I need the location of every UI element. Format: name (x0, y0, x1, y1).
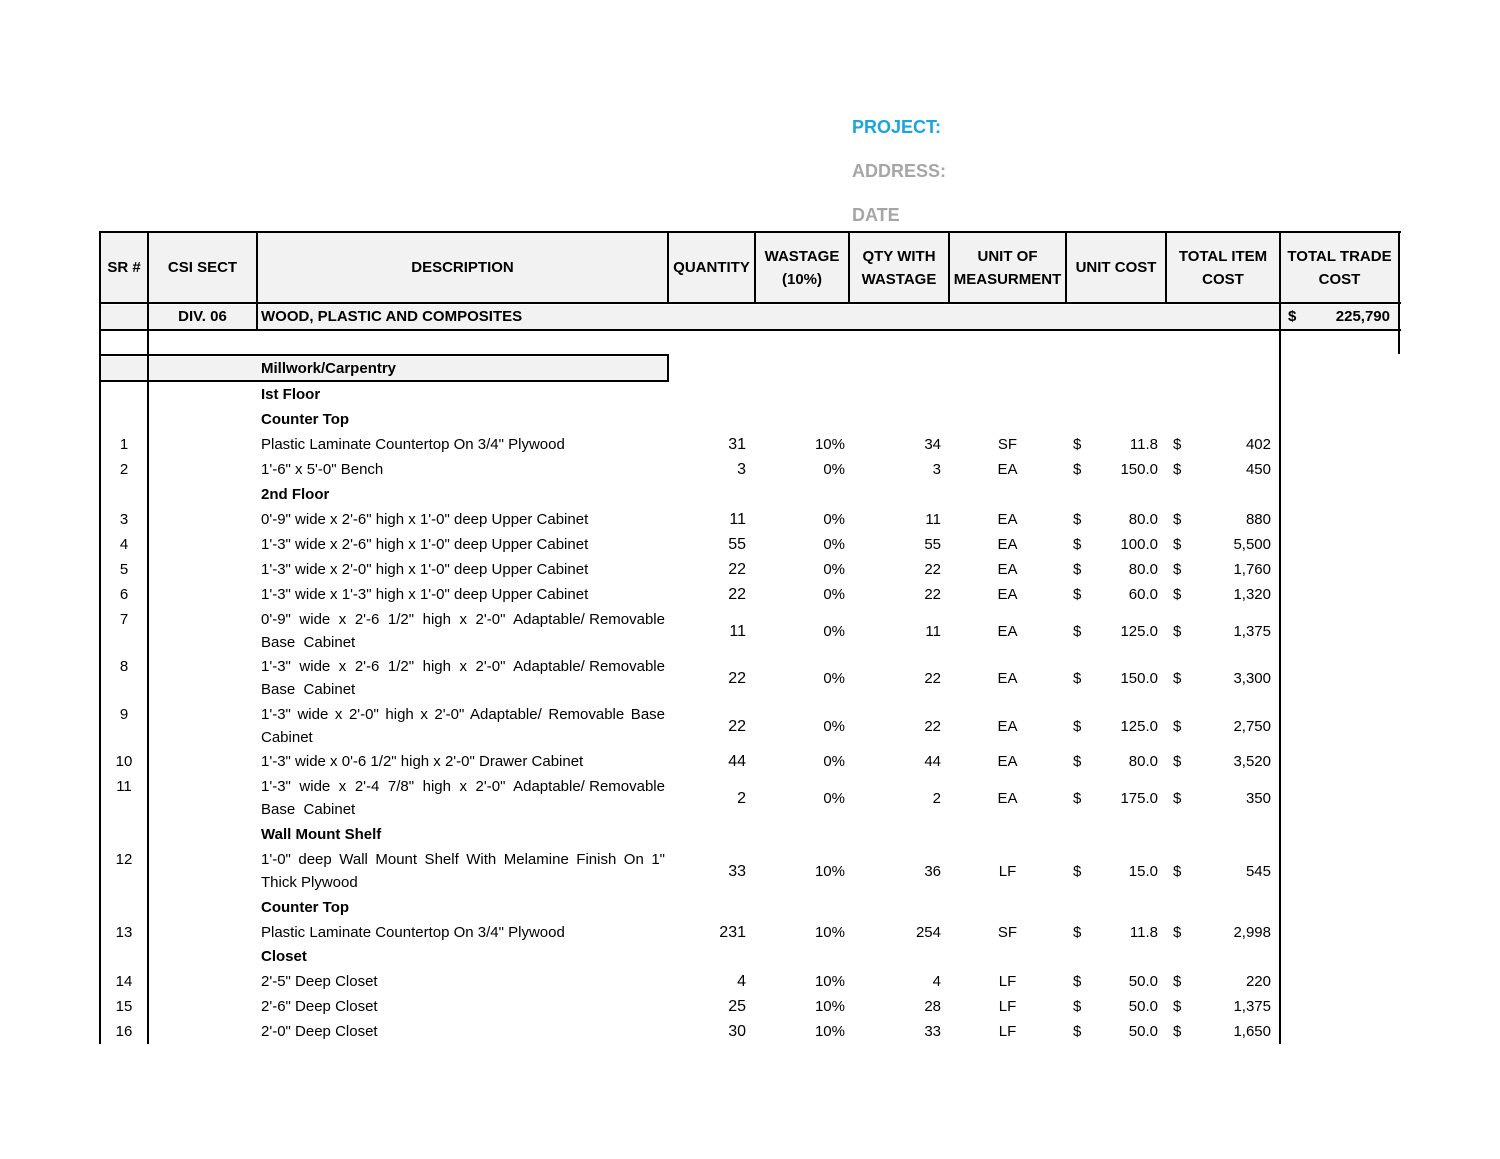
sr-number: 10 (115, 753, 133, 770)
unit-cost-currency: $ (1073, 924, 1082, 941)
wastage: 0% (823, 536, 845, 553)
unit-of-measurement: LF (998, 863, 1017, 880)
item-description: 0'-9" wide x 2'-6" high x 1'-0" deep Upper Cabinet (261, 511, 589, 528)
col-header-total-item-cost: TOTAL ITEM COST (1178, 247, 1268, 288)
subheading-closet: Closet (261, 948, 307, 965)
subheading-first-floor: Ist Floor (261, 386, 321, 403)
wastage: 0% (823, 790, 845, 807)
quantity: 22 (728, 718, 746, 735)
qty-with-wastage: 2 (932, 790, 941, 807)
sr-number: 13 (115, 924, 133, 941)
total-item-cost: 1,320 (1233, 586, 1271, 603)
total-item-cost: 350 (1245, 790, 1271, 807)
wastage: 10% (814, 1023, 845, 1040)
qty-with-wastage: 33 (924, 1023, 941, 1040)
quantity: 3 (737, 461, 746, 478)
total-item-cost: 5,500 (1233, 536, 1271, 553)
wastage: 0% (823, 561, 845, 578)
unit-of-measurement: EA (997, 790, 1018, 807)
qty-with-wastage: 4 (932, 973, 941, 990)
item-description: Plastic Laminate Countertop On 3/4" Plywood (261, 924, 565, 941)
qty-with-wastage: 11 (925, 511, 941, 528)
sr-number: 5 (119, 561, 129, 578)
unit-cost: 50.0 (1128, 973, 1158, 990)
unit-cost-currency: $ (1073, 670, 1082, 687)
item-description: 1'-6" x 5'-0" Bench (261, 461, 384, 478)
unit-cost: 11.8 (1129, 924, 1158, 941)
unit-cost-currency: $ (1073, 536, 1082, 553)
unit-cost-currency: $ (1073, 863, 1082, 880)
qty-with-wastage: 254 (915, 924, 941, 941)
total-item-cost: 220 (1245, 973, 1271, 990)
quantity: 31 (728, 436, 746, 453)
date-label: DATE (852, 205, 900, 225)
section-title: Millwork/Carpentry (261, 360, 397, 377)
col-header-sr: SR # (107, 259, 141, 276)
unit-cost-currency: $ (1073, 718, 1082, 735)
total-item-cost: 3,300 (1233, 670, 1271, 687)
total-cost-currency: $ (1173, 718, 1182, 735)
total-cost-currency: $ (1173, 561, 1182, 578)
unit-of-measurement: EA (997, 670, 1018, 687)
qty-with-wastage: 34 (924, 436, 941, 453)
quantity: 22 (728, 586, 746, 603)
wastage: 0% (823, 623, 845, 640)
unit-cost: 80.0 (1128, 511, 1158, 528)
quantity: 11 (729, 623, 746, 640)
unit-cost: 50.0 (1128, 998, 1158, 1015)
col-header-csi: CSI SECT (167, 259, 238, 276)
qty-with-wastage: 44 (924, 753, 941, 770)
subheading-wall-mount-shelf: Wall Mount Shelf (261, 826, 382, 843)
total-item-cost: 3,520 (1233, 753, 1271, 770)
col-header-unit-of-measurement: UNIT OF MEASURMENT (953, 247, 1062, 288)
total-cost-currency: $ (1173, 461, 1182, 478)
quantity: 11 (729, 511, 746, 528)
qty-with-wastage: 3 (932, 461, 941, 478)
item-description: 2'-0" Deep Closet (261, 1023, 378, 1040)
wastage: 0% (823, 753, 845, 770)
unit-cost: 80.0 (1128, 753, 1158, 770)
item-description: 2'-5" Deep Closet (261, 973, 378, 990)
total-cost-currency: $ (1173, 973, 1182, 990)
wastage: 0% (823, 670, 845, 687)
qty-with-wastage: 11 (925, 623, 941, 640)
total-cost-currency: $ (1173, 586, 1182, 603)
total-cost-currency: $ (1173, 924, 1182, 941)
unit-cost-currency: $ (1073, 586, 1082, 603)
wastage: 0% (823, 718, 845, 735)
total-item-cost: 1,375 (1233, 623, 1271, 640)
division-name: WOOD, PLASTIC AND COMPOSITES (261, 308, 523, 325)
quantity: 2 (737, 790, 746, 807)
quantity: 22 (728, 670, 746, 687)
unit-cost-currency: $ (1073, 998, 1082, 1015)
unit-cost: 125.0 (1120, 718, 1158, 735)
unit-cost: 150.0 (1120, 461, 1158, 478)
unit-of-measurement: LF (998, 998, 1017, 1015)
unit-of-measurement: SF (997, 924, 1018, 941)
unit-cost: 125.0 (1120, 623, 1158, 640)
unit-cost: 175.0 (1120, 790, 1158, 807)
division-currency: $ (1288, 308, 1297, 325)
col-border (667, 354, 669, 382)
unit-cost-currency: $ (1073, 790, 1082, 807)
total-item-cost: 1,375 (1233, 998, 1271, 1015)
sr-number: 8 (119, 658, 129, 675)
total-cost-currency: $ (1173, 511, 1182, 528)
quantity: 55 (728, 536, 746, 553)
quantity: 4 (737, 973, 746, 990)
col-header-quantity: QUANTITY (673, 259, 750, 276)
unit-of-measurement: LF (998, 973, 1017, 990)
total-cost-currency: $ (1173, 623, 1182, 640)
unit-of-measurement: EA (997, 536, 1018, 553)
sr-number: 7 (119, 611, 129, 628)
quantity: 44 (728, 753, 746, 770)
unit-cost-currency: $ (1073, 561, 1082, 578)
unit-of-measurement: LF (998, 1023, 1017, 1040)
col-border (1398, 330, 1400, 354)
unit-cost: 60.0 (1128, 586, 1158, 603)
item-description: 1'-3" wide x 0'-6 1/2" high x 2'-0" Drawer Cabinet (261, 753, 584, 770)
item-description: 1'-3" wide x 2'-6 1/2" high x 2'-0" Adaptable/ Removable Base Cabinet (261, 658, 670, 698)
unit-of-measurement: EA (997, 461, 1018, 478)
item-description: 1'-3" wide x 2'-4 7/8" high x 2'-0" Adaptable/ Removable Base Cabinet (261, 778, 670, 818)
project-label: PROJECT: (852, 117, 942, 137)
quantity: 30 (728, 1023, 746, 1040)
wastage: 10% (814, 973, 845, 990)
col-border (147, 330, 149, 1044)
total-cost-currency: $ (1173, 998, 1182, 1015)
wastage: 0% (823, 586, 845, 603)
total-item-cost: 2,750 (1233, 718, 1271, 735)
unit-of-measurement: EA (997, 623, 1018, 640)
wastage: 10% (814, 436, 845, 453)
col-header-unit-cost: UNIT COST (1075, 259, 1157, 276)
unit-cost: 15.0 (1128, 863, 1158, 880)
wastage: 10% (814, 863, 845, 880)
unit-cost: 11.8 (1129, 436, 1158, 453)
item-description: 1'-3" wide x 1'-3" high x 1'-0" deep Upper Cabinet (261, 586, 589, 603)
unit-of-measurement: EA (997, 753, 1018, 770)
unit-of-measurement: EA (997, 561, 1018, 578)
sr-number: 3 (119, 511, 129, 528)
total-item-cost: 1,760 (1233, 561, 1271, 578)
sr-number: 11 (116, 778, 132, 795)
unit-cost: 80.0 (1128, 561, 1158, 578)
item-description: Plastic Laminate Countertop On 3/4" Plywood (261, 436, 565, 453)
total-cost-currency: $ (1173, 863, 1182, 880)
col-header-total-trade-cost: TOTAL TRADE COST (1287, 247, 1392, 288)
unit-cost: 50.0 (1128, 1023, 1158, 1040)
sr-number: 2 (119, 461, 129, 478)
qty-with-wastage: 22 (924, 718, 941, 735)
col-header-description: DESCRIPTION (411, 259, 514, 276)
wastage: 0% (823, 511, 845, 528)
total-item-cost: 1,650 (1233, 1023, 1271, 1040)
quantity: 22 (728, 561, 746, 578)
unit-cost-currency: $ (1073, 436, 1082, 453)
item-description: 1'-3" wide x 2'-6" high x 1'-0" deep Upper Cabinet (261, 536, 589, 553)
total-item-cost: 450 (1245, 461, 1271, 478)
sr-number: 4 (119, 536, 129, 553)
unit-of-measurement: EA (997, 718, 1018, 735)
unit-of-measurement: SF (997, 436, 1018, 453)
col-header-wastage: WASTAGE (10%) (764, 247, 840, 288)
wastage: 10% (814, 924, 845, 941)
total-cost-currency: $ (1173, 1023, 1182, 1040)
subheading-second-floor: 2nd Floor (261, 486, 330, 503)
col-border (99, 330, 101, 382)
total-item-cost: 880 (1245, 511, 1271, 528)
division-bottom-border (99, 329, 1401, 331)
wastage: 0% (823, 461, 845, 478)
qty-with-wastage: 22 (924, 586, 941, 603)
total-item-cost: 402 (1245, 436, 1271, 453)
quantity: 33 (728, 863, 746, 880)
sr-number: 9 (119, 706, 129, 723)
sr-number: 16 (115, 1023, 133, 1040)
col-header-qty-with-wastage: QTY WITH WASTAGE (861, 247, 937, 288)
division-total: 225,790 (1335, 308, 1390, 325)
sr-number: 14 (115, 973, 133, 990)
division-code: DIV. 06 (178, 308, 227, 325)
sr-number: 1 (119, 436, 129, 453)
unit-of-measurement: EA (997, 586, 1018, 603)
qty-with-wastage: 36 (924, 863, 941, 880)
total-cost-currency: $ (1173, 753, 1182, 770)
col-border (1398, 231, 1400, 330)
total-item-cost: 545 (1245, 863, 1271, 880)
qty-with-wastage: 22 (924, 670, 941, 687)
total-item-cost: 2,998 (1233, 924, 1271, 941)
subheading-counter-top: Counter Top (261, 899, 350, 916)
total-cost-currency: $ (1173, 536, 1182, 553)
sr-number: 15 (115, 998, 133, 1015)
sr-number: 12 (115, 851, 133, 868)
unit-cost-currency: $ (1073, 973, 1082, 990)
unit-cost-currency: $ (1073, 461, 1082, 478)
total-cost-currency: $ (1173, 670, 1182, 687)
total-cost-currency: $ (1173, 436, 1182, 453)
col-border (1279, 231, 1281, 1044)
unit-cost: 150.0 (1120, 670, 1158, 687)
quantity: 25 (728, 998, 746, 1015)
wastage: 10% (814, 998, 845, 1015)
unit-cost-currency: $ (1073, 753, 1082, 770)
address-label: ADDRESS: (852, 161, 947, 181)
total-cost-currency: $ (1173, 790, 1182, 807)
qty-with-wastage: 28 (924, 998, 941, 1015)
item-description: 2'-6" Deep Closet (261, 998, 378, 1015)
item-description: 1'-0" deep Wall Mount Shelf With Melamine Finish On 1" Thick Plywood (261, 851, 669, 891)
unit-cost: 100.0 (1120, 536, 1158, 553)
item-description: 1'-3" wide x 2'-0" high x 1'-0" deep Upper Cabinet (261, 561, 589, 578)
unit-cost-currency: $ (1073, 511, 1082, 528)
qty-with-wastage: 55 (924, 536, 941, 553)
unit-of-measurement: EA (997, 511, 1018, 528)
item-description: 0'-9" wide x 2'-6 1/2" high x 2'-0" Adaptable/ Removable Base Cabinet (261, 611, 670, 651)
quantity: 231 (719, 924, 746, 941)
subheading-counter-top: Counter Top (261, 411, 350, 428)
item-description: 1'-3" wide x 2'-0" high x 2'-0" Adaptable/ Removable Base Cabinet (261, 706, 674, 746)
sr-number: 6 (119, 586, 129, 603)
qty-with-wastage: 22 (924, 561, 941, 578)
unit-cost-currency: $ (1073, 623, 1082, 640)
unit-cost-currency: $ (1073, 1023, 1082, 1040)
